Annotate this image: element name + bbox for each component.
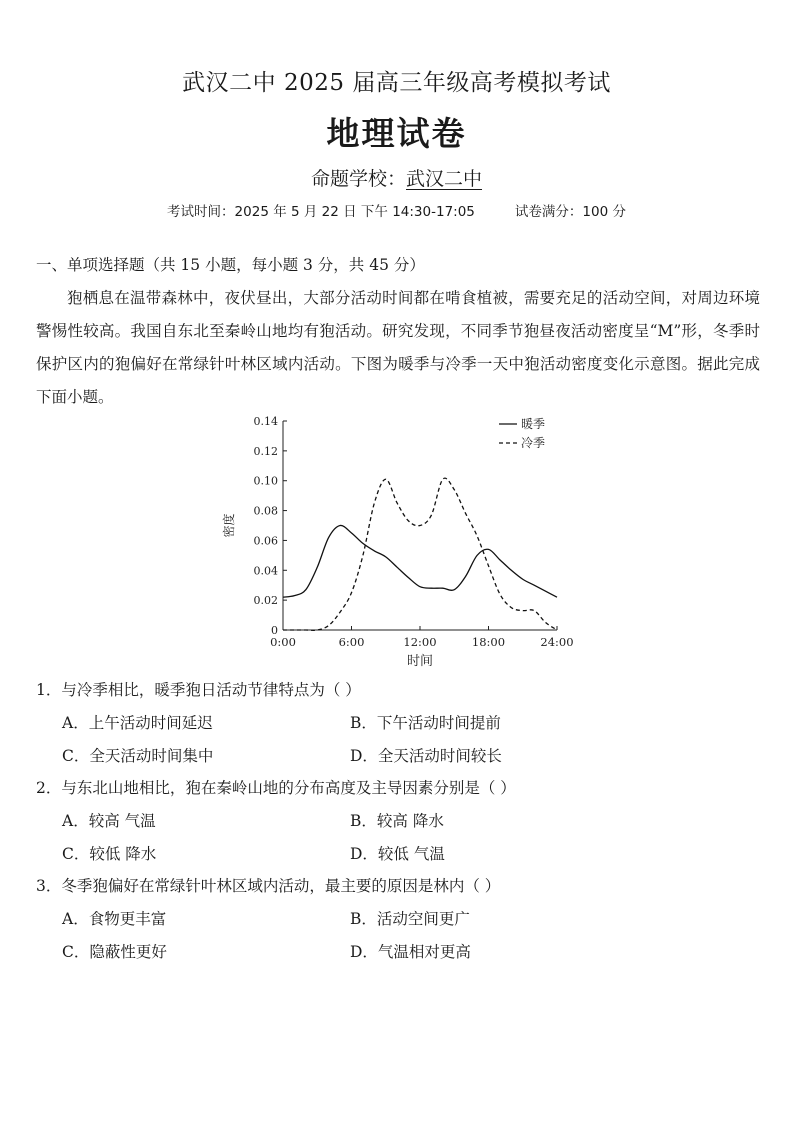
question-3-option-c[interactable]: C．隐蔽性更好 <box>62 943 167 961</box>
question-2-option-d[interactable]: D．较低 气温 <box>350 845 445 863</box>
full-score: 试卷满分：100 分 <box>514 204 626 220</box>
question-2-stem: 2．与东北山地相比，狍在秦岭山地的分布高度及主导因素分别是（ ） <box>36 779 516 797</box>
chart-marks <box>283 478 557 630</box>
school-line <box>0 164 793 191</box>
chart-axes <box>221 415 574 669</box>
question-3-stem: 3．冬季狍偏好在常绿针叶林区域内活动，最主要的原因是林内（ ） <box>36 877 501 895</box>
section-heading: 一、单项选择题（共 15 小题，每小题 3 分，共 45 分） <box>36 256 425 274</box>
y-tick-label: 0.14 <box>253 415 278 428</box>
x-axis-label: 时间 <box>406 654 434 669</box>
x-tick-label: 6:00 <box>338 635 365 649</box>
exam-title: 武汉二中 2025 届高三年级高考模拟考试 <box>182 70 611 96</box>
question-1-option-a[interactable]: A．上午活动时间延迟 <box>62 714 213 732</box>
exam-info <box>0 200 793 220</box>
y-tick-label: 0.02 <box>253 594 278 608</box>
legend-label-cold: 冷季 <box>521 436 546 450</box>
question-1-stem: 1．与冷季相比，暖季狍日活动节律特点为（ ） <box>36 681 361 699</box>
question-3-option-b[interactable]: B．活动空间更广 <box>350 910 470 928</box>
question-2-option-a[interactable]: A．较高 气温 <box>62 812 156 830</box>
y-tick-label: 0.08 <box>253 504 278 518</box>
subject-title: 地理试卷 <box>326 114 467 153</box>
question-1-option-d[interactable]: D．全天活动时间较长 <box>350 747 502 765</box>
y-tick-label: 0.04 <box>253 564 278 578</box>
reading-passage: 狍栖息在温带森林中，夜伏昼出，大部分活动时间都在啃食植被，需要充足的活动空间，对周边环境警惕性较高。我国自东北至秦岭山地均有狍活动。研究发现，不同季节狍昼夜活动密度呈“M”形，冬季时保护区内的狍偏好在常绿针叶林区域内活动。下图为暖季与冷季一天中狍活动密度变化示意图。据此完成下面小题。 <box>36 289 760 406</box>
x-tick-label: 24:00 <box>540 635 574 649</box>
y-tick-label: 0.12 <box>253 444 278 458</box>
activity-density-chart <box>212 410 590 680</box>
question-3-option-d[interactable]: D．气温相对更高 <box>350 943 471 961</box>
x-tick-label: 12:00 <box>403 635 437 649</box>
x-tick-label: 0:00 <box>270 635 296 649</box>
y-tick-label: 0 <box>271 624 278 637</box>
exam-time: 考试时间：2025 年 5 月 22 日 下午 14:30-17:05 <box>167 204 475 220</box>
question-1-option-c[interactable]: C．全天活动时间集中 <box>62 747 214 765</box>
legend-label-warm: 暖季 <box>521 417 546 431</box>
y-axis-label: 密度 <box>222 513 236 538</box>
school-name: 武汉二中 <box>406 168 483 190</box>
y-tick-label: 0.10 <box>253 474 278 488</box>
question-1-option-b[interactable]: B．下午活动时间提前 <box>350 714 501 732</box>
question-3-option-a[interactable]: A．食物更丰富 <box>62 910 167 928</box>
question-2-option-b[interactable]: B．较高 降水 <box>350 812 444 830</box>
x-tick-label: 18:00 <box>471 635 506 649</box>
cold-season-line <box>283 478 557 630</box>
y-tick-label: 0.06 <box>253 534 278 548</box>
question-2-option-c[interactable]: C．较低 降水 <box>62 845 157 863</box>
chart-legend <box>499 416 545 450</box>
warm-season-line <box>283 525 557 597</box>
school-label: 命题学校： <box>310 168 406 190</box>
